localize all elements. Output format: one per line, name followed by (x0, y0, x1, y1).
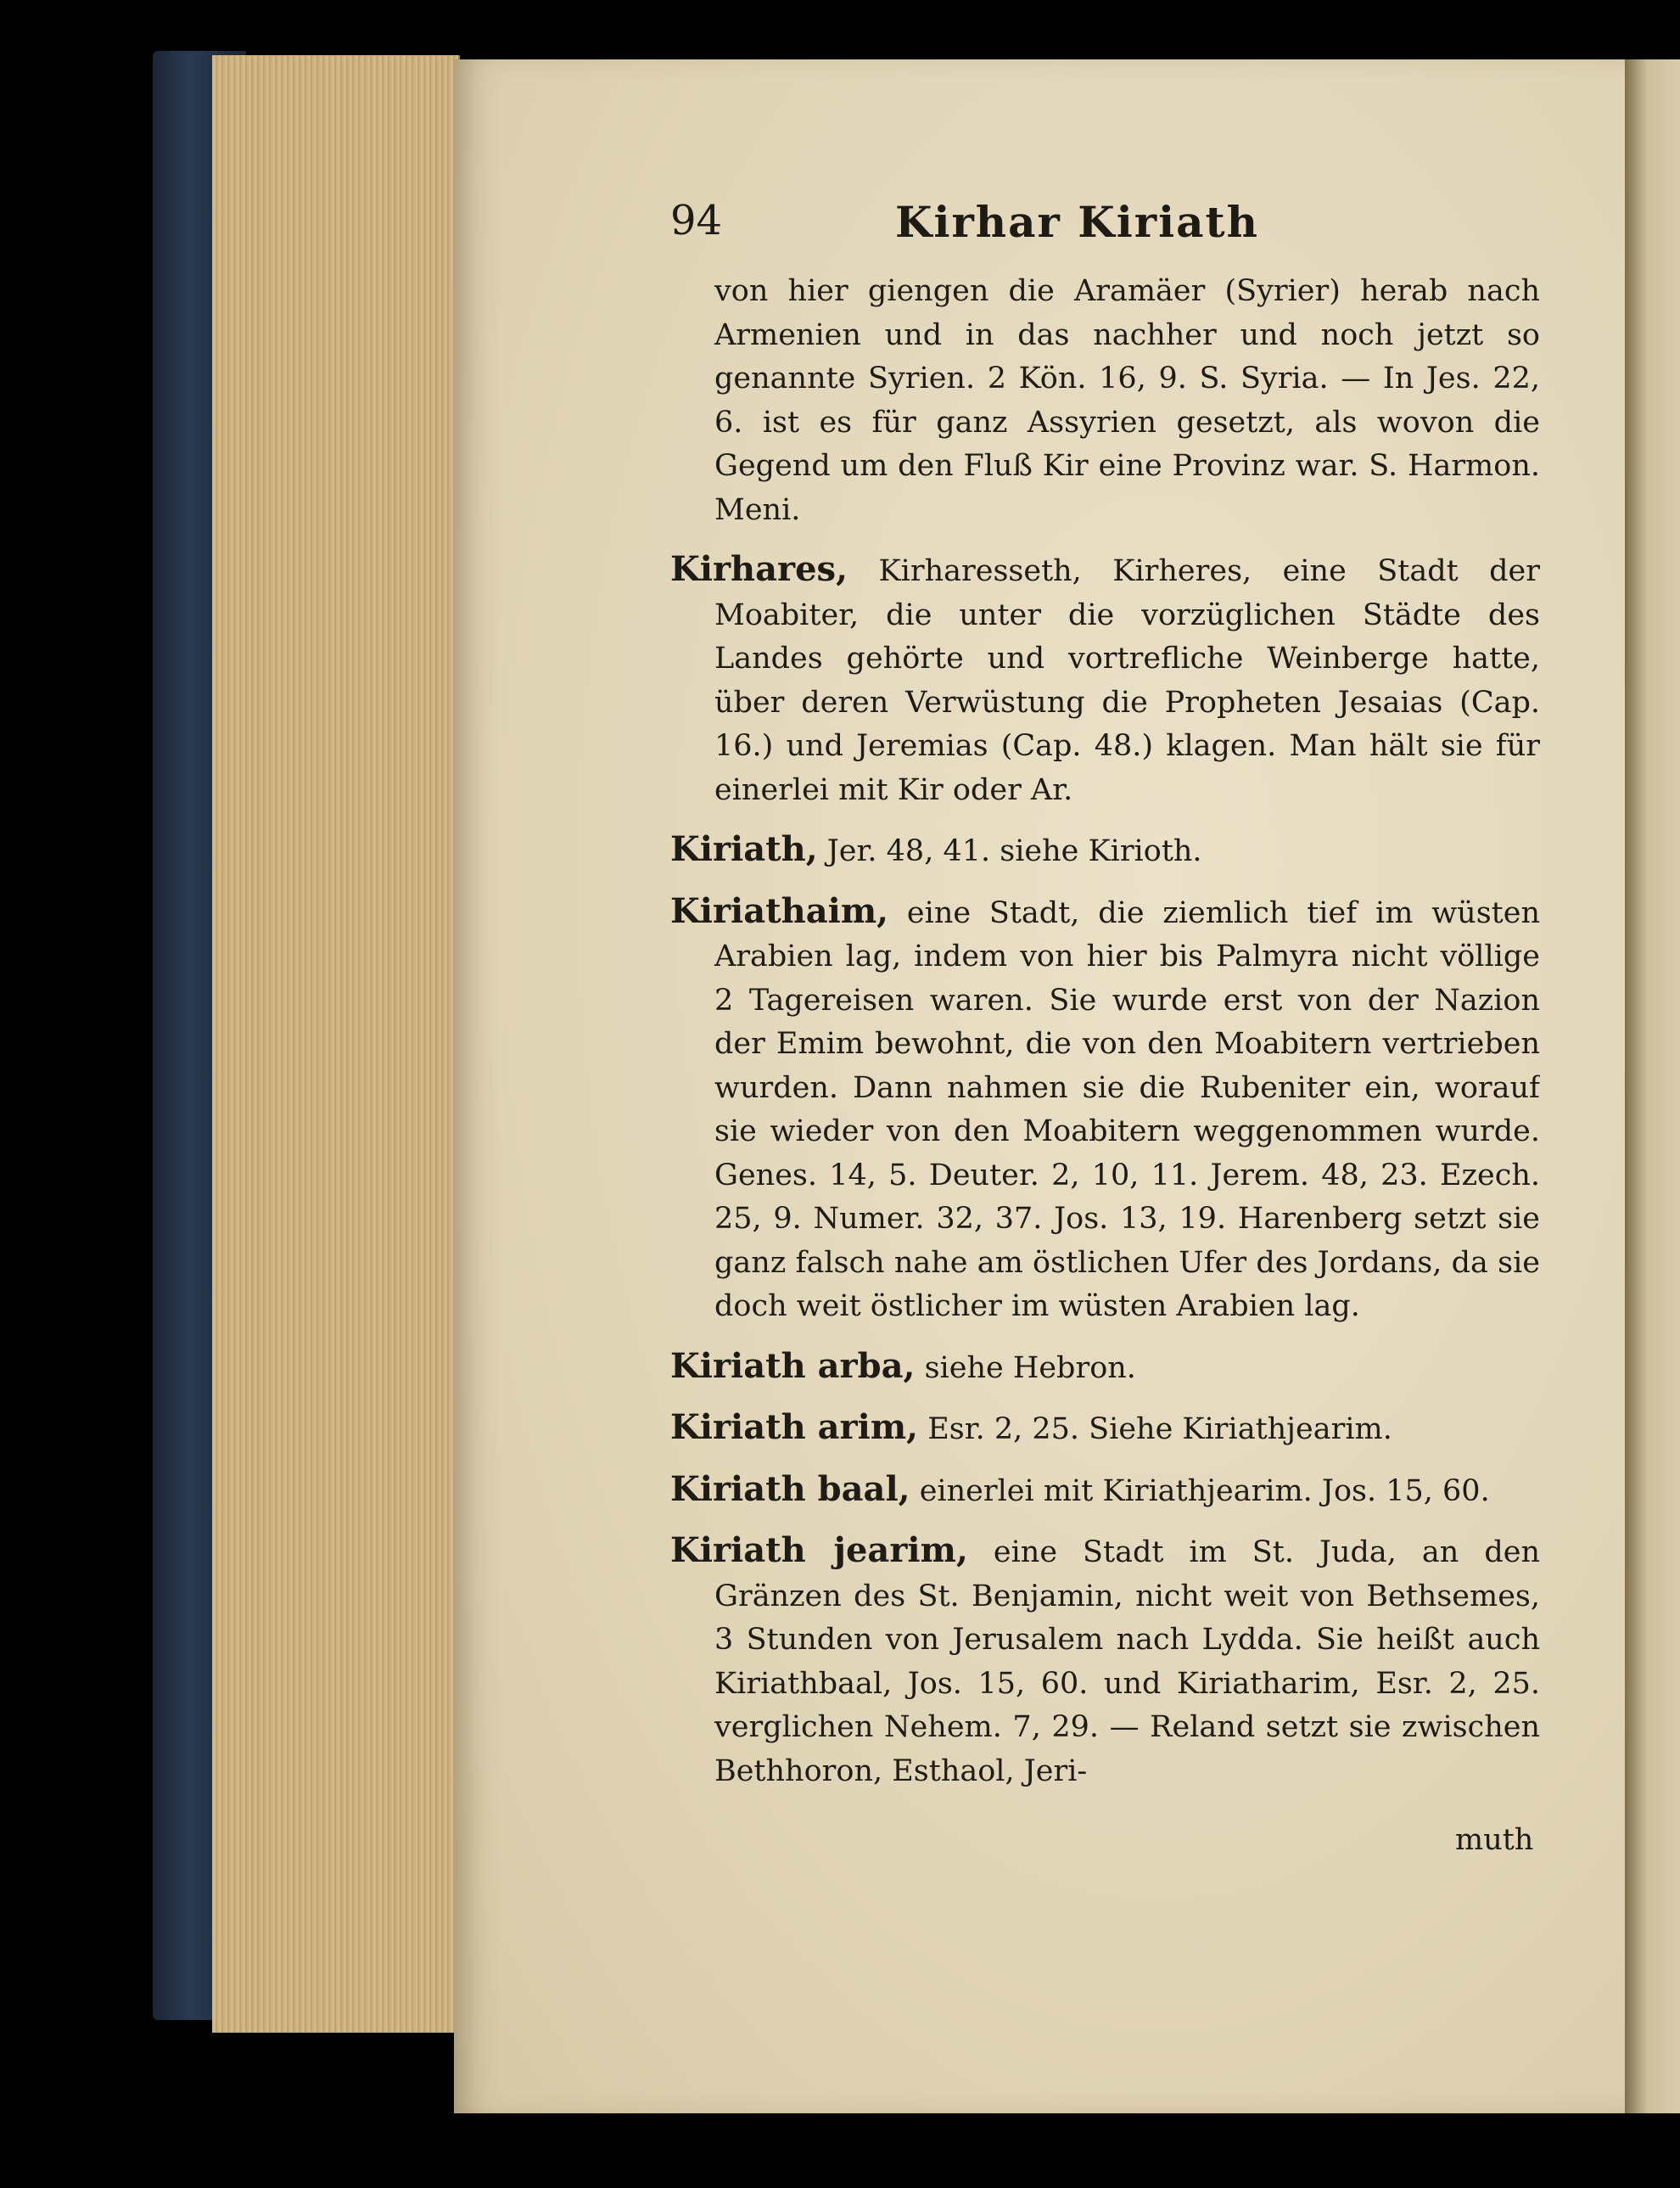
entry-kiriath (670, 828, 1540, 874)
entry-text: einerlei mit Kiriathjearim. Jos. 15, 60. (919, 1473, 1490, 1508)
paragraph-text: von hier giengen die Aramäer (Syrier) herab nach Armenien und in das nachher und noch jetzt so genannte Syrien. 2 Kön. 16, 9. S. Syria. — In Jes. 22, 6. ist es für ganz Assyrien gesetzt, als wovon die Gegend um den Fluß Kir eine Provinz war. S. Harmon. Meni. (714, 274, 1540, 527)
entry-headword: Kiriathaim, (670, 890, 889, 931)
entry-kiriath-arim (670, 1405, 1540, 1452)
page-edges (212, 55, 460, 2033)
entry-text: eine Stadt, die ziemlich tief im wüsten Arabien lag, indem von hier bis Palmyra nicht völlige 2 Tagereisen waren. Sie wurde erst von der Nazion der Emim bewohnt, die von den Moabitern vertrieben wurden. Dann nahmen sie die Rubeniter ein, worauf sie wieder von den Moabitern weggenommen wurde. Genes. 14, 5. Deuter. 2, 10, 11. Jerem. 48, 23. Ezech. 25, 9. Numer. 32, 37. Jos. 13, 19. Harenberg setzt sie ganz falsch nahe am östlichen Ufer des Jordans, da sie doch weit östlicher im wüsten Arabien lag. (714, 895, 1540, 1323)
entry-headword: Kiriath arba, (670, 1345, 916, 1386)
page-number: 94 (670, 197, 723, 244)
paragraph-continuation (670, 270, 1540, 532)
entry-text: siehe Hebron. (924, 1350, 1136, 1385)
entry-kiriath-arba (670, 1344, 1540, 1391)
entry-headword: Kiriath jearim, (670, 1530, 968, 1570)
entry-text: eine Stadt im St. Juda, an den Gränzen des St. Benjamin, nicht weit von Bethsemes, 3 Stunden von Jerusalem nach Lydda. Sie heißt auch Kiriathbaal, Jos. 15, 60. und Kiriatharim, Esr. 2, 25. verglichen Nehem. 7, 29. — Reland setzt sie zwischen Bethhoron, Esthaol, Jeri- (714, 1535, 1540, 1788)
entry-headword: Kirhares, (670, 549, 848, 589)
entry-kirhares (670, 547, 1540, 812)
entry-kiriathaim (670, 889, 1540, 1329)
page-text (670, 270, 1540, 1933)
catchword: muth (1455, 1823, 1534, 1857)
page-header (670, 197, 1527, 256)
entry-text: Esr. 2, 25. Siehe Kiriathjearim. (927, 1412, 1392, 1446)
entry-headword: Kiriath arim, (670, 1407, 919, 1447)
entry-headword: Kiriath, (670, 829, 818, 869)
entry-kiriath-jearim (670, 1529, 1540, 1793)
entry-headword: Kiriath baal, (670, 1468, 910, 1509)
entry-kiriath-baal (670, 1467, 1540, 1514)
facing-page-edge (1625, 59, 1680, 2113)
running-head: Kirhar Kiriath (895, 197, 1259, 247)
entry-text: Jer. 48, 41. siehe Kirioth. (826, 834, 1202, 868)
entry-text: Kirharesseth, Kirheres, eine Stadt der Moabiter, die unter die vorzüglichen Städte des Landes gehörte und vortrefliche Weinberge hatte, über deren Verwüstung die Propheten Jesaias (Cap. 16.) und Jeremias (Cap. 48.) klagen. Man hält sie für einerlei mit Kir oder Ar. (714, 554, 1540, 807)
